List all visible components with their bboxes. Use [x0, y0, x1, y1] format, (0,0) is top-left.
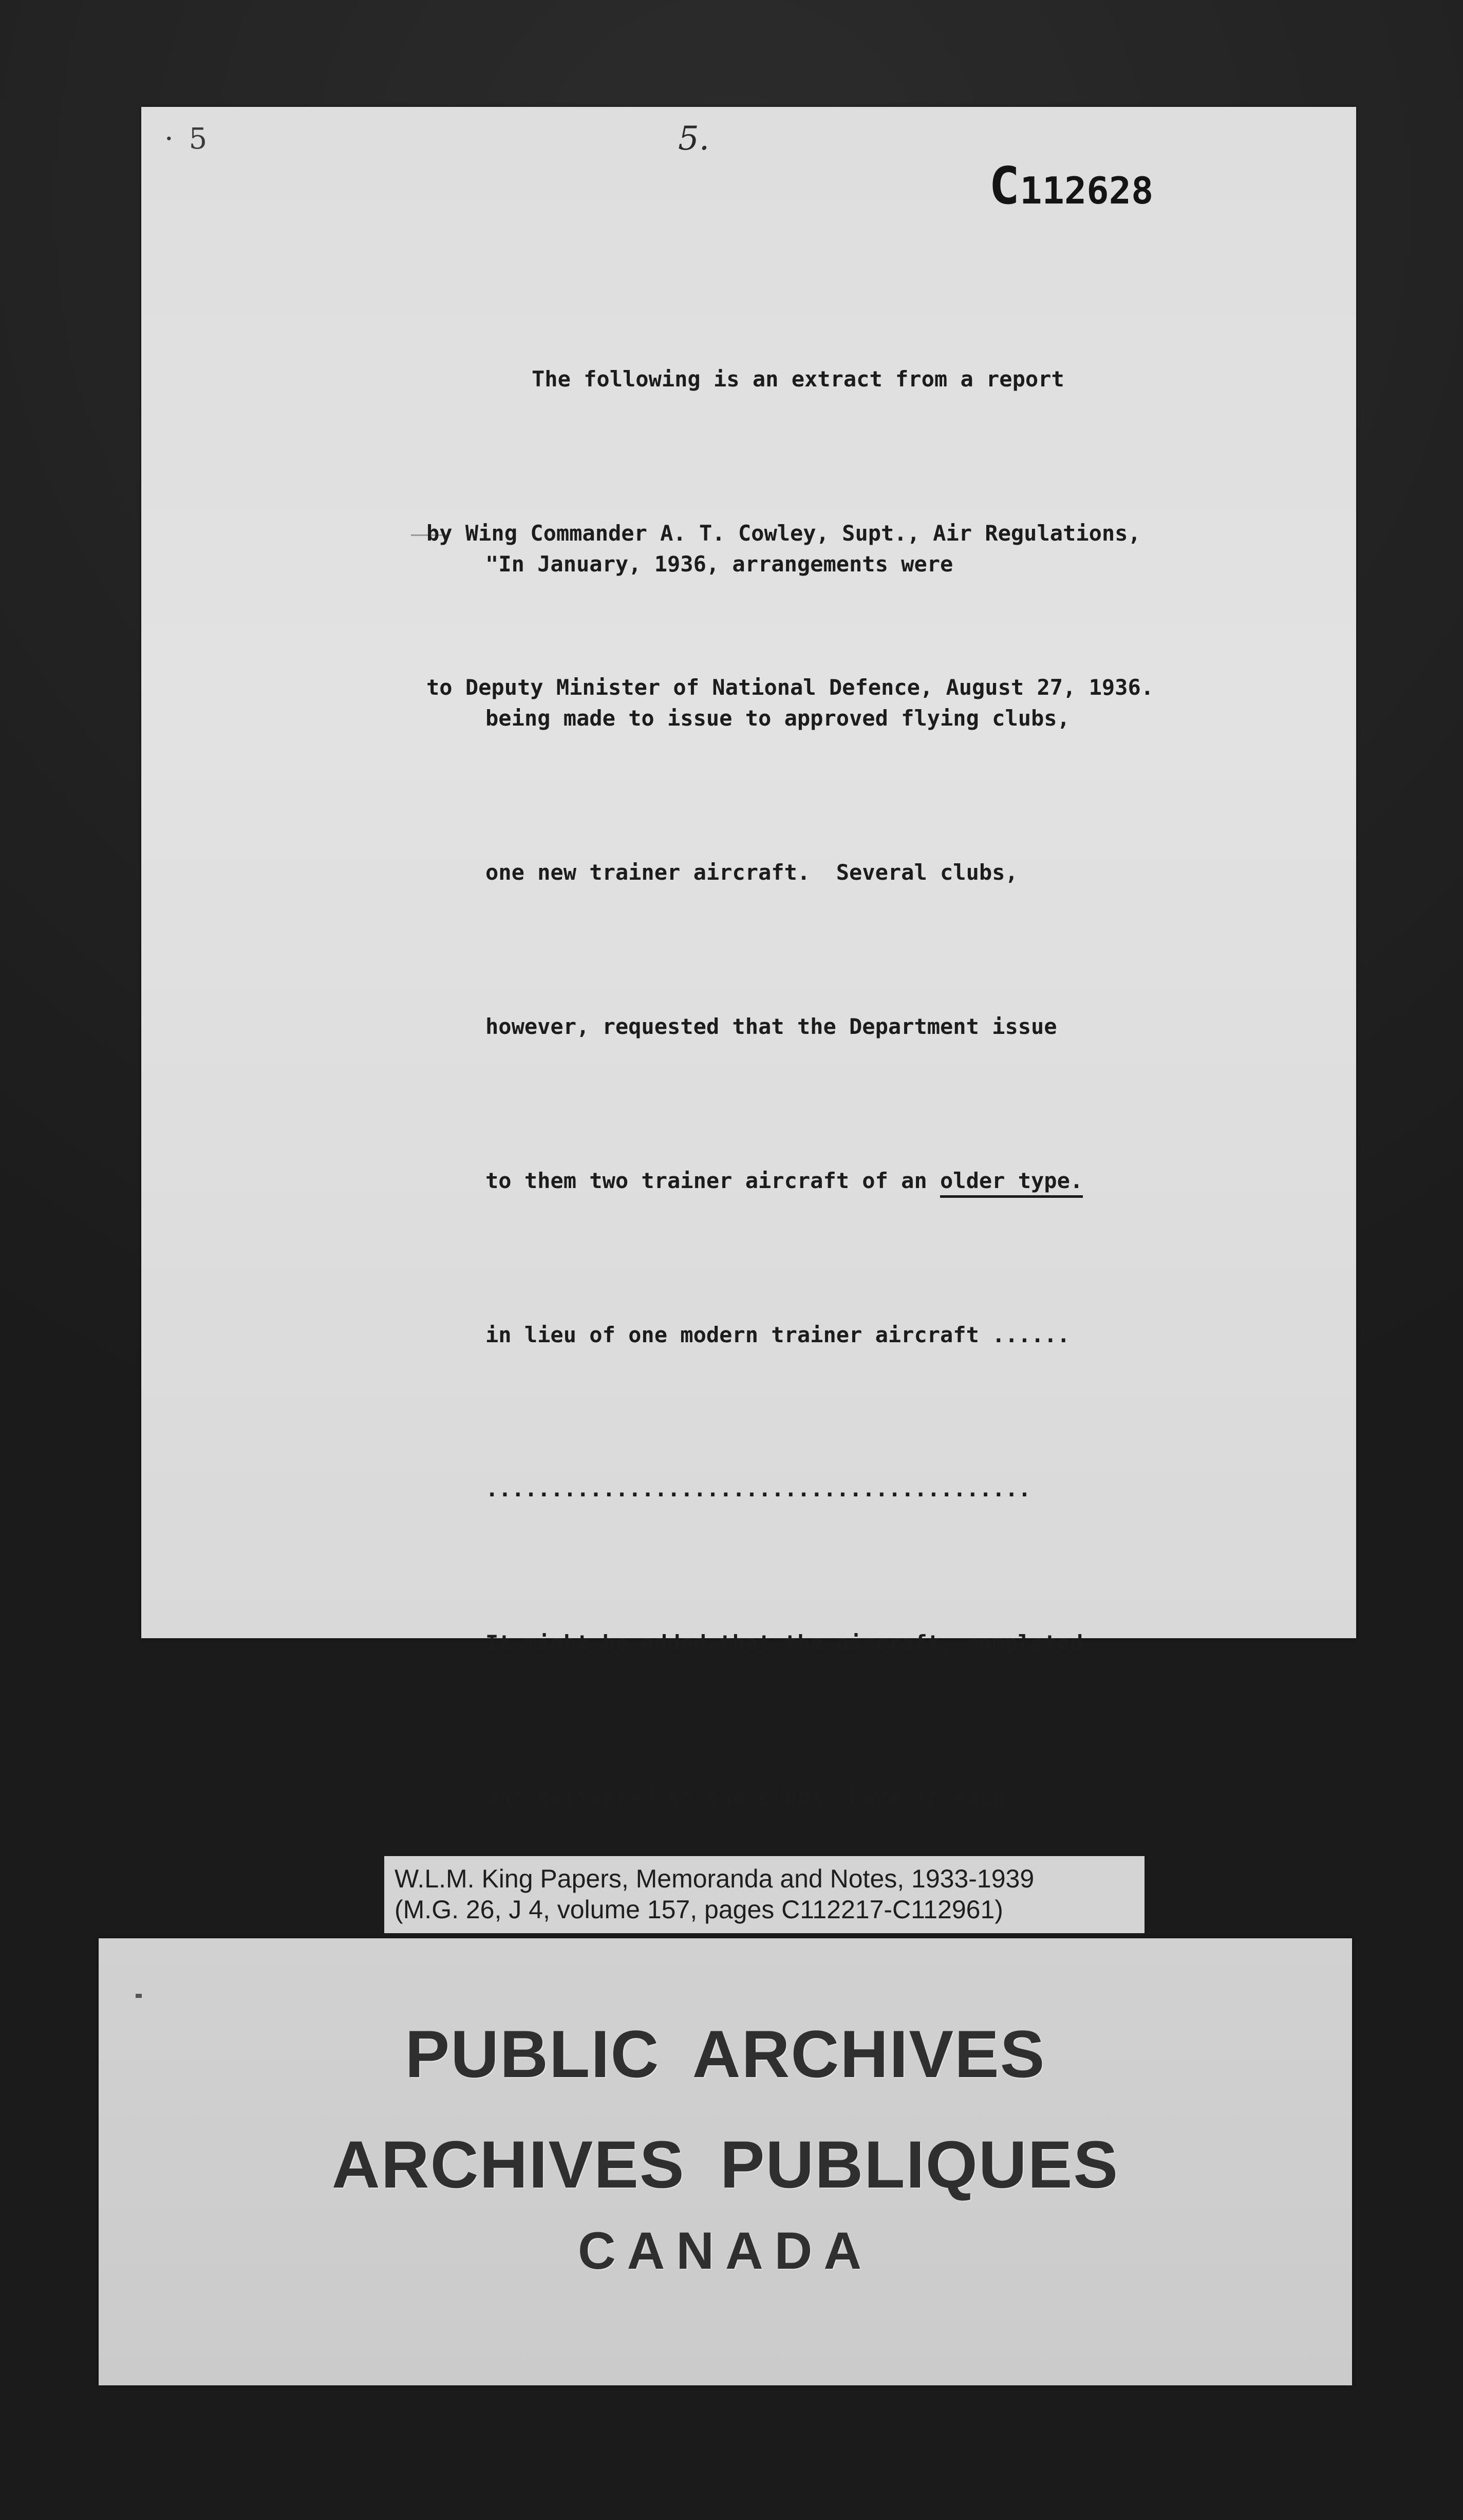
intro-line: The following is an extract from a report [532, 366, 1064, 392]
underlined-phrase: older type. [940, 1168, 1083, 1198]
margin-marks: · 5 [164, 122, 211, 156]
citation-line: W.L.M. King Papers, Memoranda and Notes, 1933-1939 [395, 1864, 1035, 1893]
quote-line-prefix: to them two trainer aircraft of an [485, 1168, 941, 1193]
quote-line: however, requested that the Department issue [485, 1014, 1057, 1039]
citation-line: (M.G. 26, J 4, volume 157, pages C112217-C112961) [395, 1895, 1003, 1924]
quote-line: one new trainer aircraft. Several clubs, [485, 860, 1018, 885]
quote-line: .......................................... [485, 1476, 1031, 1502]
archives-title-en: PUBLIC ARCHIVES [405, 2016, 1046, 2091]
quote-line: and delivered to the clubs, have in each [485, 1785, 1005, 1810]
catalog-number: C112628 [989, 156, 1154, 216]
quote-line: being made to issue to approved flying clubs, [485, 706, 1070, 731]
quote-line: in lieu of one modern trainer aircraft ...... [485, 1322, 1070, 1347]
quote-line: "In January, 1936, arrangements were [485, 551, 953, 577]
intro-line: to Deputy Minister of National Defence, August 27, 1936. [426, 675, 1154, 700]
intro-line: by Wing Commander A. T. Cowley, Supt., Air Regulations, [426, 521, 1141, 546]
archives-title-fr: ARCHIVES PUBLIQUES [331, 2127, 1119, 2202]
archives-country: CANADA [578, 2221, 873, 2280]
quote-line: It might be added that the aircraft, completed [485, 1630, 1083, 1656]
document-page [141, 107, 1356, 1810]
citation-label [384, 1856, 1145, 1933]
archives-card [99, 1938, 1352, 2385]
page-number: 5. [678, 120, 710, 158]
quote-line-with-underline [485, 1155, 1083, 1207]
card-mark [136, 1994, 142, 1998]
